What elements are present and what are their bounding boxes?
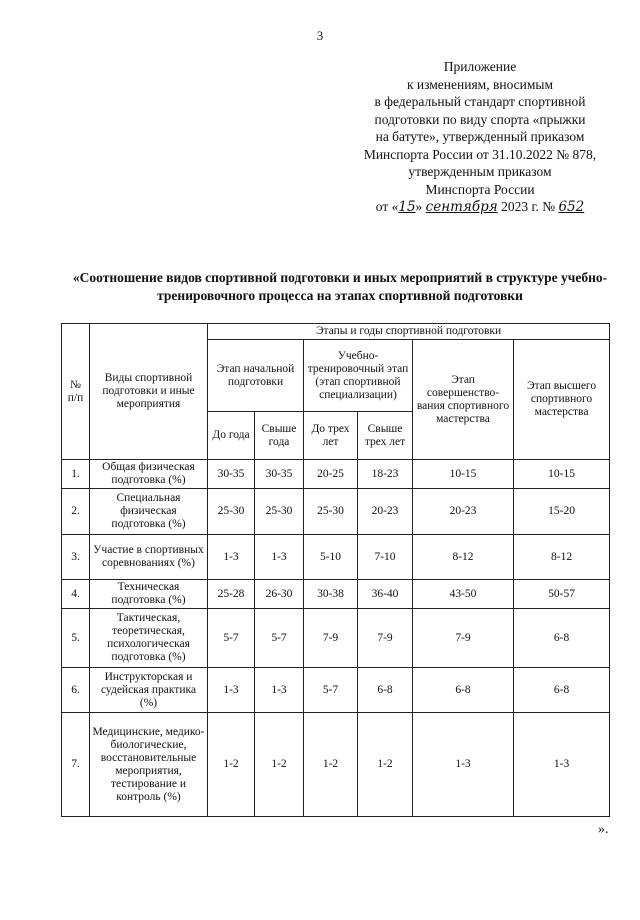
cell-value: 1-2 (304, 713, 358, 817)
cell-value: 30-35 (255, 460, 304, 489)
appendix-line: Минспорта России от 31.10.2022 № 878, (363, 146, 597, 162)
row-num: 1. (62, 460, 90, 489)
row-num: 7. (62, 713, 90, 817)
appendix-line: в федеральный стандарт спортивной (374, 94, 586, 109)
table-row (62, 713, 610, 817)
cell-value: 7-10 (358, 535, 413, 580)
header-num: № п/п (62, 324, 90, 460)
cell-value: 25-30 (255, 489, 304, 535)
row-name: Инструкторская и судейская практика (%) (90, 668, 208, 713)
cell-value: 5-7 (208, 609, 255, 668)
cell-value: 26-30 (255, 580, 304, 609)
row-name: Общая физическая подготовка (%) (90, 460, 208, 489)
cell-value: 20-23 (413, 489, 514, 535)
subheader-over-three: Свыше трех лет (358, 412, 413, 460)
row-name: Участие в спортивных соревнованиях (%) (90, 535, 208, 580)
subheader-up-to-three: До трех лет (304, 412, 358, 460)
cell-value: 8-12 (413, 535, 514, 580)
cell-value: 18-23 (358, 460, 413, 489)
cell-value: 20-23 (358, 489, 413, 535)
row-num: 2. (62, 489, 90, 535)
cell-value: 1-3 (208, 535, 255, 580)
handwritten-order-number: 652 (558, 199, 585, 215)
cell-value: 25-30 (208, 489, 255, 535)
header-stages: Этапы и годы спортивной подготовки (208, 324, 610, 340)
row-num: 3. (62, 535, 90, 580)
appendix-line: на батуте», утвержденный приказом (375, 129, 585, 144)
cell-value: 30-35 (208, 460, 255, 489)
header-stage-initial: Этап начальной подготовки (208, 340, 304, 412)
cell-value: 1-2 (208, 713, 255, 817)
appendix-line: Минспорта России (425, 181, 535, 197)
cell-value: 15-20 (514, 489, 610, 535)
cell-value: 1-2 (358, 713, 413, 817)
table-row (62, 580, 610, 609)
appendix-line: утвержденным приказом (408, 164, 552, 179)
cell-value: 6-8 (514, 668, 610, 713)
table-title: «Соотношение видов спортивной подготовки и иных мероприятий в структуре учебно-тренировочного процесса на этапах спортивной подготовки (72, 270, 608, 303)
header-types: Виды спортивной подготовки и иные мероприятия (90, 324, 208, 460)
row-name: Медицинские, медико-биологические, восстановительные мероприятия, тестирование и контроль (%) (90, 713, 208, 817)
table-row (62, 460, 610, 489)
cell-value: 7-9 (413, 609, 514, 668)
cell-value: 5-7 (255, 609, 304, 668)
handwritten-month: сентября (425, 199, 498, 215)
cell-value: 10-15 (514, 460, 610, 489)
header-stage-improvement: Этап совершенство-вания спортивного мастерства (413, 340, 514, 460)
cell-value: 5-10 (304, 535, 358, 580)
order-date-line (330, 198, 630, 217)
cell-value: 1-3 (413, 713, 514, 817)
cell-value: 20-25 (304, 460, 358, 489)
table-row (62, 609, 610, 668)
cell-value: 1-3 (255, 535, 304, 580)
cell-value: 5-7 (304, 668, 358, 713)
row-name: Специальная физическая подготовка (%) (90, 489, 208, 535)
subheader-up-to-year: До года (208, 412, 255, 460)
row-num: 5. (62, 609, 90, 668)
row-name: Техническая подготовка (%) (90, 580, 208, 609)
cell-value: 1-2 (255, 713, 304, 817)
table-row (62, 535, 610, 580)
cell-value: 25-30 (304, 489, 358, 535)
closing-quote: ». (598, 822, 609, 837)
cell-value: 43-50 (413, 580, 514, 609)
appendix-line: к изменениям, вносимым (406, 76, 554, 92)
subheader-over-year: Свыше года (255, 412, 304, 460)
appendix-line: Приложение (443, 59, 517, 74)
appendix-header (330, 58, 630, 217)
date-prefix: от « (375, 199, 399, 214)
table-row (62, 668, 610, 713)
table-row (62, 489, 610, 535)
cell-value: 50-57 (514, 580, 610, 609)
cell-value: 36-40 (358, 580, 413, 609)
header-stage-higher: Этап высшего спортивного мастерства (514, 340, 610, 460)
cell-value: 8-12 (514, 535, 610, 580)
row-num: 4. (62, 580, 90, 609)
cell-value: 1-3 (255, 668, 304, 713)
cell-value: 6-8 (358, 668, 413, 713)
appendix-line: подготовки по виду спорта «прыжки (374, 111, 586, 127)
cell-value: 1-3 (514, 713, 610, 817)
cell-value: 30-38 (304, 580, 358, 609)
header-stage-training: Учебно-тренировочный этап (этап спортивной специализации) (304, 340, 413, 412)
cell-value: 25-28 (208, 580, 255, 609)
date-year: 2023 г. № (501, 199, 556, 214)
cell-value: 6-8 (413, 668, 514, 713)
cell-value: 10-15 (413, 460, 514, 489)
page-number: 3 (316, 28, 324, 43)
cell-value: 1-3 (208, 668, 255, 713)
row-name: Тактическая, теоретическая, психологическая подготовка (%) (90, 609, 208, 668)
cell-value: 7-9 (304, 609, 358, 668)
row-num: 6. (62, 668, 90, 713)
handwritten-day: 15 (398, 199, 416, 215)
cell-value: 7-9 (358, 609, 413, 668)
date-mid: » (415, 199, 423, 214)
training-ratio-table (61, 323, 610, 817)
cell-value: 6-8 (514, 609, 610, 668)
